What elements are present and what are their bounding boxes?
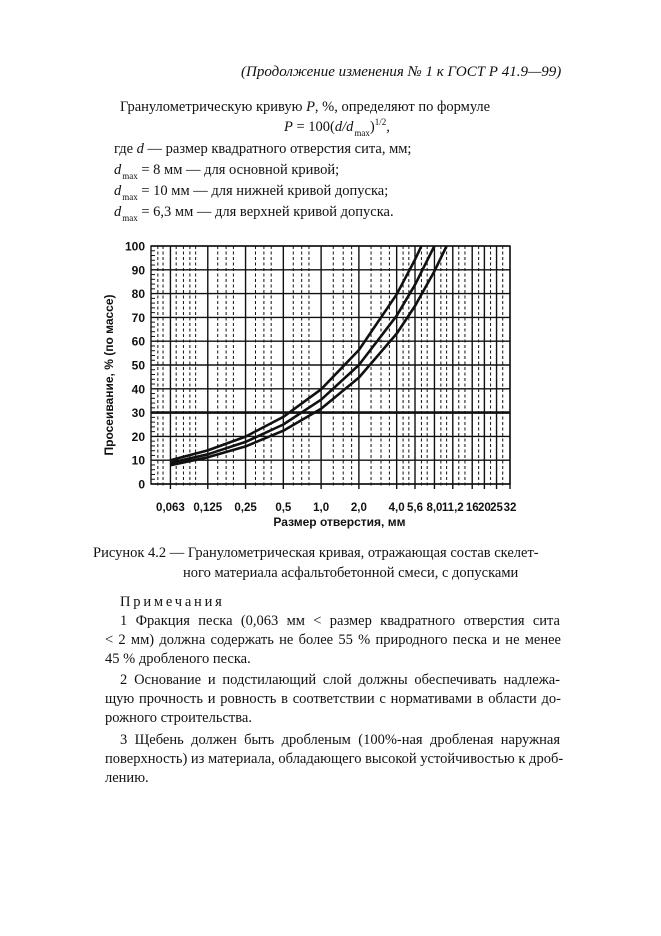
x-tick-label: 0,25 [234, 502, 257, 514]
def-text: = 10 мм — для нижней кривой допуска; [137, 183, 389, 199]
note-1-line2: < 2 мм) должна содержать не более 55 % природного песка и не менее [105, 632, 561, 648]
formula [284, 119, 390, 136]
note-1-line3: 45 % дробленого песка. [105, 651, 251, 667]
y-tick-label: 40 [131, 382, 145, 397]
def-var: d [114, 204, 122, 220]
formula-end: , [386, 119, 390, 135]
grid [151, 246, 510, 489]
formula-d: d/d [334, 119, 354, 135]
x-tick-label: 1,0 [313, 502, 330, 514]
intro-prefix: Гранулометрическую кривую [120, 99, 307, 115]
note-1-line1: 1 Фракция песка (0,063 мм < размер квадратного отверстия сита [120, 613, 560, 629]
def-text: = 6,3 мм — для верхней кривой допуска. [137, 204, 394, 220]
note-2-line2: щую прочность и ровность в соответствии с нормативами в области до- [105, 691, 561, 707]
y-tick-label: 60 [131, 334, 145, 349]
main-curve [170, 246, 434, 463]
y-tick-label: 70 [131, 310, 145, 325]
x-axis-ticks [156, 502, 516, 514]
def-main [114, 162, 339, 179]
x-tick-label: 32 [503, 502, 517, 514]
formula-eq: = 100( [292, 119, 335, 135]
notes-heading: Примечания [120, 594, 225, 610]
def-text: = 8 мм — для основной кривой; [137, 162, 340, 178]
y-tick-label: 100 [124, 239, 145, 254]
formula-sub: max [354, 128, 370, 138]
note-2-line1: 2 Основание и подстилающий слой должны обеспечивать надлежа- [120, 672, 560, 688]
granulometric-chart [95, 238, 535, 538]
x-tick-label: 5,6 [407, 502, 424, 514]
def-var: d [114, 162, 122, 178]
where-prefix: где [114, 141, 137, 157]
x-tick-label: 0,125 [193, 502, 223, 514]
intro-var-p: P [306, 99, 315, 115]
def-sub: max [122, 213, 138, 223]
y-tick-label: 90 [131, 263, 145, 278]
curves [170, 246, 446, 465]
x-axis-label: Размер отверстия, мм [273, 515, 406, 529]
x-tick-label: 2,0 [350, 502, 367, 514]
def-sub: max [122, 171, 138, 181]
def-upper [114, 204, 394, 221]
x-tick-label: 11,2 [441, 502, 464, 514]
x-tick-label: 16 [465, 502, 479, 514]
x-tick-label: 4,0 [388, 502, 405, 514]
where-text: — размер квадратного отверстия сита, мм; [143, 141, 412, 157]
y-tick-label: 50 [131, 358, 145, 373]
y-axis-label: Просеивание, % (по массе) [102, 294, 116, 456]
intro-line [120, 99, 490, 116]
x-tick-label: 25 [490, 502, 503, 514]
note-3-line3: лению. [105, 770, 149, 786]
def-lower [114, 183, 388, 200]
formula-close: ) [369, 119, 375, 135]
formula-sup: 1/2 [374, 117, 387, 127]
def-var: d [114, 183, 122, 199]
running-header: (Продолжение изменения № 1 к ГОСТ Р 41.9—99) [241, 64, 562, 80]
note-3-line2: поверхность) из материала, обладающего высокой устойчивостью к дроб- [105, 751, 564, 767]
where-var: d [136, 141, 144, 157]
note-3-line1: 3 Щебень должен быть дробленым (100%-ная дробленая наружная [120, 732, 560, 748]
figure-caption-line2: ного материала асфальтобетонной смеси, с допусками [183, 565, 519, 581]
x-tick-label: 0,063 [156, 502, 185, 514]
y-tick-label: 0 [138, 477, 145, 492]
x-tick-label: 0,5 [275, 502, 292, 514]
y-tick-label: 80 [131, 287, 145, 302]
where-line [114, 141, 411, 158]
figure-caption-line1: Рисунок 4.2 — Гранулометрическая кривая, отражающая состав скелет- [93, 545, 539, 561]
x-tick-label: 20 [477, 502, 491, 514]
x-tick-label: 8,0 [426, 502, 443, 514]
intro-suffix: , %, определяют по формуле [314, 99, 491, 115]
formula-lhs: P [284, 119, 293, 135]
y-axis-ticks [125, 240, 145, 492]
def-sub: max [122, 192, 138, 202]
y-tick-label: 30 [131, 406, 145, 421]
y-tick-label: 20 [131, 429, 145, 444]
y-tick-label: 10 [131, 453, 145, 468]
note-2-line3: рожного строительства. [105, 710, 252, 726]
